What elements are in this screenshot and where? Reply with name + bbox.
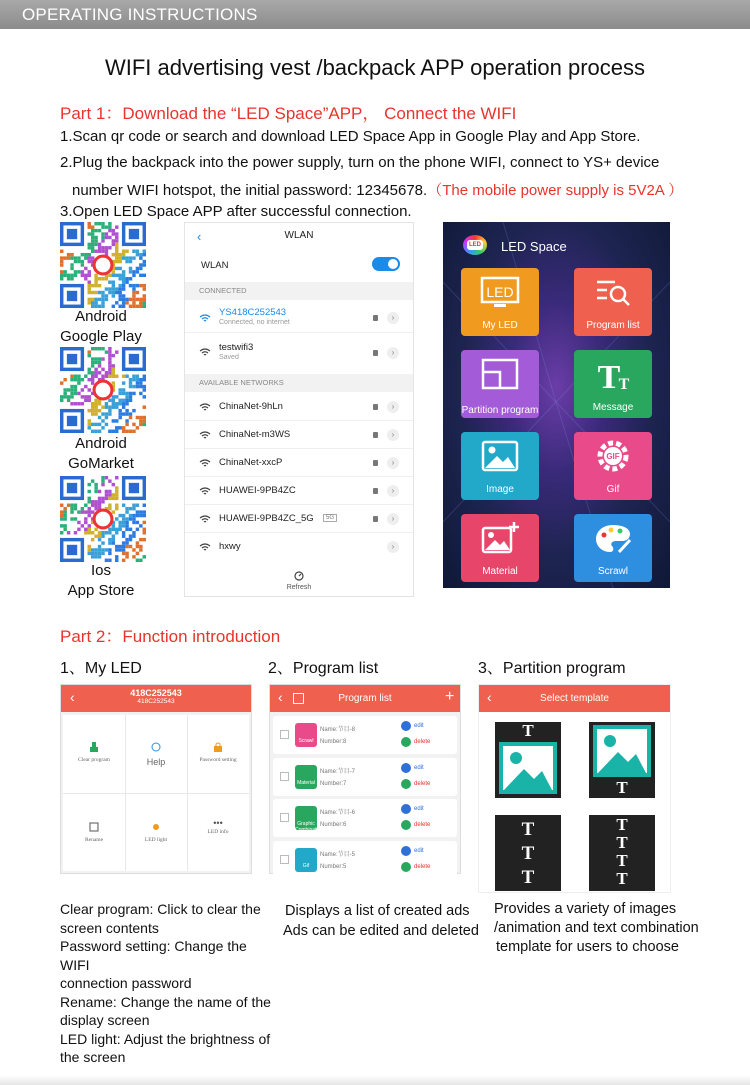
row-checkbox[interactable] (280, 730, 289, 739)
back-chevron-icon[interactable]: ‹ (70, 689, 75, 705)
back-chevron-icon[interactable]: ‹ (487, 689, 492, 705)
text-glyph: T (616, 869, 628, 888)
app-logo-text: LED (469, 242, 481, 248)
wifi-row[interactable] (185, 421, 413, 449)
led-info-cell[interactable] (187, 819, 249, 835)
more-dots-icon: ••• (213, 818, 223, 828)
program-list-title: Program list (338, 693, 392, 704)
desc-line: Clear program: Click to clear the (60, 901, 261, 917)
wifi-row-connected[interactable] (185, 303, 413, 333)
desc-line: Displays a list of created ads (285, 903, 470, 919)
thumb-label: Scrawl (298, 738, 314, 744)
wifi-icon (199, 487, 211, 495)
details-arrow-icon[interactable]: › (387, 485, 399, 497)
wifi-row[interactable] (185, 449, 413, 477)
template-title: Select template (540, 693, 609, 704)
lock-icon (373, 404, 378, 410)
tile-label: Program list (586, 320, 640, 331)
partition-description (494, 900, 719, 957)
text-glyph: T (521, 867, 535, 888)
tile-label: Image (486, 484, 514, 495)
wifi-row[interactable] (185, 505, 413, 533)
image-icon (480, 440, 520, 474)
program-number: Number:8 (320, 739, 347, 745)
text-glyph: T (616, 833, 628, 852)
program-number: Number:7 (320, 780, 347, 787)
part1-heading: Part 1：Download the “LED Space”APP， Connect the WIFI (60, 104, 517, 123)
qr-code (60, 347, 146, 433)
details-arrow-icon[interactable]: › (387, 541, 399, 553)
edit-note-icon (89, 822, 99, 832)
ssid: ChinaNet-9hLn (219, 401, 283, 412)
desc-line: the screen (60, 1049, 126, 1065)
program-number: Number:5 (320, 863, 347, 870)
refresh-icon (294, 571, 304, 581)
wifi-icon (199, 314, 211, 322)
back-chevron-icon[interactable]: ‹ (278, 689, 283, 705)
lock-icon (373, 488, 378, 494)
device-subtitle: 418C252543 (137, 698, 175, 705)
desc-line: template for users to choose (496, 939, 679, 955)
details-arrow-icon[interactable]: › (387, 429, 399, 441)
refresh-button[interactable] (185, 571, 413, 591)
desc-line: display screen (60, 1012, 150, 1028)
text-glyph: T (616, 778, 628, 797)
row-checkbox[interactable] (280, 772, 289, 781)
cell-label: LED info (207, 829, 229, 835)
ssid-status: Connected, no internet (219, 319, 290, 326)
thumb-label: Gif (302, 862, 310, 869)
text-glyph: T (521, 843, 535, 864)
step-1: 1.Scan qr code or search and download LED Space App in Google Play and App Store. (60, 128, 641, 145)
qr-label-line2: App Store (67, 582, 135, 599)
message-icon-glyph: T (597, 359, 621, 396)
wifi-icon (199, 459, 211, 467)
template-four-text[interactable] (589, 815, 655, 891)
banner-label: OPERATING INSTRUCTIONS (22, 5, 258, 24)
qr-logo-icon (94, 381, 112, 399)
tile-label: Message (592, 402, 634, 413)
ssid: ChinaNet-m3WS (219, 429, 291, 440)
edit-label[interactable]: edit (414, 806, 424, 812)
program-row[interactable] (273, 758, 457, 796)
tile-label: Partition program (461, 405, 539, 416)
desc-line: LED light: Adjust the brightness of (60, 1030, 271, 1047)
led-light-cell[interactable] (125, 819, 187, 843)
wlan-toggle[interactable] (372, 257, 400, 271)
program-thumbnail-icon (295, 806, 324, 833)
rename-cell[interactable] (63, 819, 125, 843)
program-list-screen (269, 684, 461, 874)
ssid: hxwy (219, 541, 241, 552)
delete-icon[interactable] (401, 820, 411, 830)
template-text-image[interactable] (495, 722, 561, 798)
lock-icon (373, 315, 378, 321)
tile-message[interactable] (574, 350, 652, 418)
ssid-status: Saved (219, 354, 239, 361)
qr-code (60, 222, 146, 308)
tile-partition-program[interactable] (461, 350, 539, 418)
desc-line: connection password (60, 975, 192, 991)
text-t-icon (593, 358, 633, 396)
row-checkbox[interactable] (280, 855, 289, 864)
qr-label-gomarket (41, 434, 161, 474)
ssid: ChinaNet-xxcP (219, 457, 283, 468)
led-space-home-screen (443, 222, 670, 588)
list-search-icon (593, 276, 633, 310)
image-glyph-icon (498, 741, 558, 795)
help-icon (151, 742, 161, 752)
program-row[interactable] (273, 841, 457, 879)
header-banner (0, 0, 750, 29)
lock-icon (373, 516, 378, 522)
brightness-icon (151, 822, 161, 832)
tile-gif[interactable] (574, 432, 652, 500)
delete-icon[interactable] (401, 862, 411, 872)
part2-heading: Part 2：Function introduction (60, 627, 281, 646)
delete-label[interactable]: delete (414, 822, 431, 828)
qr-label-google (41, 307, 161, 347)
tile-image[interactable] (461, 432, 539, 500)
program-name: Name:节目-5 (320, 851, 356, 858)
step-2-cont (72, 179, 683, 200)
program-thumbnail-icon (295, 765, 317, 789)
5g-badge: 5G (323, 514, 337, 522)
program-name: Name:节目-8 (320, 727, 356, 733)
qr-label-line1: Android (75, 435, 127, 452)
desc-line: Ads can be edited and deleted (283, 923, 479, 939)
program-name: Name:节目-6 (320, 810, 356, 816)
gif-gear-icon (593, 440, 633, 474)
wifi-row[interactable] (185, 477, 413, 505)
tile-material[interactable] (461, 514, 539, 582)
program-row[interactable] (273, 716, 457, 754)
wifi-icon (199, 543, 211, 551)
qr-label-line1: Ios (90, 562, 111, 579)
cell-label: Rename (84, 837, 104, 843)
page-title: WIFI advertising vest /backpack APP operation process (104, 55, 646, 80)
ssid: HUAWEI-9PB4ZC (219, 485, 296, 496)
my-led-titlebar (61, 685, 251, 712)
connected-header: CONNECTED (185, 282, 413, 300)
available-header: AVAILABLE NETWORKS (185, 374, 413, 392)
app-name: LED Space (501, 239, 567, 254)
thumb-label: Material (297, 779, 315, 786)
gif-icon-text: GIF (606, 452, 620, 461)
details-arrow-icon[interactable]: › (387, 401, 399, 413)
tile-label: Material (482, 566, 518, 577)
qr-label-line2: GoMarket (68, 455, 134, 472)
qr-label-line1: Android (75, 308, 127, 325)
program-row[interactable] (273, 799, 457, 837)
desc-line: /animation and text combination (494, 920, 699, 936)
qr-label-appstore (41, 561, 161, 601)
wifi-settings-screen (184, 222, 414, 597)
step-3: 3.Open LED Space APP after successful connection. (60, 203, 412, 220)
app-logo (463, 235, 487, 255)
feature-3-title: 3、Partition program (478, 660, 626, 677)
step-2-text: number WIFI hotspot, the initial password: 12345678. (72, 182, 428, 199)
partition-icon (480, 358, 520, 392)
tile-scrawl[interactable] (574, 514, 652, 582)
device-title: 418C252543 (130, 688, 182, 698)
cell-label: LED light (144, 837, 168, 843)
lock-icon (373, 432, 378, 438)
tile-label: Scrawl (597, 566, 628, 577)
palette-icon (593, 522, 633, 556)
cell-label: Password setting (199, 757, 237, 763)
edit-icon[interactable] (401, 763, 411, 773)
details-arrow-icon[interactable]: › (387, 513, 399, 525)
wifi-icon (199, 515, 211, 523)
ssid: HUAWEI-9PB4ZC_5G (219, 513, 314, 524)
qr-code (60, 476, 146, 562)
edit-icon[interactable] (401, 721, 411, 731)
select-all-checkbox[interactable] (293, 693, 304, 704)
wlan-toggle-label: WLAN (201, 260, 229, 271)
edit-icon[interactable] (401, 846, 411, 856)
ssid: YS418C252543 (219, 307, 287, 318)
desc-line: Password setting: Change the WIFI (60, 938, 247, 973)
program-thumbnail-icon (295, 848, 317, 872)
qr-logo-icon (94, 510, 112, 528)
help-cell[interactable] (125, 739, 187, 767)
clear-program-cell[interactable] (63, 739, 125, 763)
thumb-label: Graphic Combination (295, 821, 324, 833)
text-glyph: T (616, 815, 628, 834)
desc-line: screen contents (60, 919, 159, 936)
qr-logo-icon (94, 256, 112, 274)
desc-line: Provides a variety of images (494, 901, 677, 917)
details-arrow-icon[interactable]: › (387, 457, 399, 469)
template-three-text[interactable] (495, 815, 561, 891)
led-screen-icon (480, 276, 520, 310)
wifi-row[interactable] (185, 393, 413, 421)
desc-line: Rename: Change the name of the (60, 993, 271, 1010)
delete-label[interactable]: delete (414, 739, 431, 745)
power-note: （The mobile power supply is 5V2A ） (427, 182, 684, 199)
refresh-label: Refresh (286, 584, 312, 591)
template-titlebar (479, 685, 670, 712)
add-image-icon (480, 522, 520, 556)
bottom-fade (0, 1075, 750, 1085)
step-2: 2.Plug the backpack into the power supply, turn on the phone WIFI, connect to YS+ device (60, 154, 660, 171)
program-list-description (283, 901, 493, 941)
details-arrow-icon[interactable]: › (387, 347, 399, 359)
wifi-icon (199, 403, 211, 411)
my-led-description (60, 900, 275, 1067)
my-led-grid (63, 715, 249, 871)
cell-label: Help (146, 757, 166, 767)
program-thumbnail-icon (295, 723, 317, 747)
my-led-screen (60, 684, 252, 874)
tile-label: Gif (606, 484, 620, 495)
wifi-row[interactable] (185, 533, 413, 561)
feature-1-title: 1、My LED (60, 660, 142, 677)
text-glyph: T (522, 721, 534, 740)
toggle-knob (388, 259, 398, 269)
password-setting-cell[interactable] (187, 739, 249, 763)
delete-label[interactable]: delete (414, 780, 431, 787)
delete-label[interactable]: delete (414, 863, 431, 870)
tile-program-list[interactable] (574, 268, 652, 336)
wlan-title: WLAN (284, 230, 314, 241)
program-number: Number:6 (320, 822, 347, 828)
led-icon-text: LED (486, 284, 514, 300)
back-chevron-icon[interactable]: ‹ (197, 229, 202, 244)
image-glyph-icon (592, 724, 652, 778)
edit-label[interactable]: edit (414, 847, 424, 854)
lock-icon (213, 742, 223, 752)
program-name: Name:节目-7 (320, 768, 356, 775)
delete-icon[interactable] (401, 779, 411, 789)
delete-icon[interactable] (401, 737, 411, 747)
tile-label: My LED (482, 320, 518, 331)
text-glyph: T (616, 851, 628, 870)
text-glyph: T (521, 819, 535, 840)
select-template-screen (478, 684, 671, 893)
tile-my-led[interactable] (461, 268, 539, 336)
cell-label: Clear program (78, 757, 110, 763)
add-icon[interactable]: + (445, 688, 455, 705)
edit-label[interactable]: edit (414, 764, 424, 771)
lock-icon (373, 350, 378, 356)
edit-icon[interactable] (401, 804, 411, 814)
broom-icon (89, 742, 99, 752)
wifi-row-saved[interactable] (185, 335, 413, 369)
details-arrow-icon[interactable]: › (387, 312, 399, 324)
ssid: testwifi3 (219, 342, 254, 353)
message-icon-glyph-small: T (618, 376, 630, 393)
wifi-icon (199, 431, 211, 439)
wifi-icon (199, 348, 211, 356)
qr-label-line2: Google Play (60, 328, 142, 345)
edit-label[interactable]: edit (414, 723, 424, 729)
program-list-titlebar (270, 685, 460, 712)
row-checkbox[interactable] (280, 813, 289, 822)
lock-icon (373, 460, 378, 466)
feature-2-title: 2、Program list (268, 660, 379, 677)
template-image-text[interactable] (589, 722, 655, 798)
